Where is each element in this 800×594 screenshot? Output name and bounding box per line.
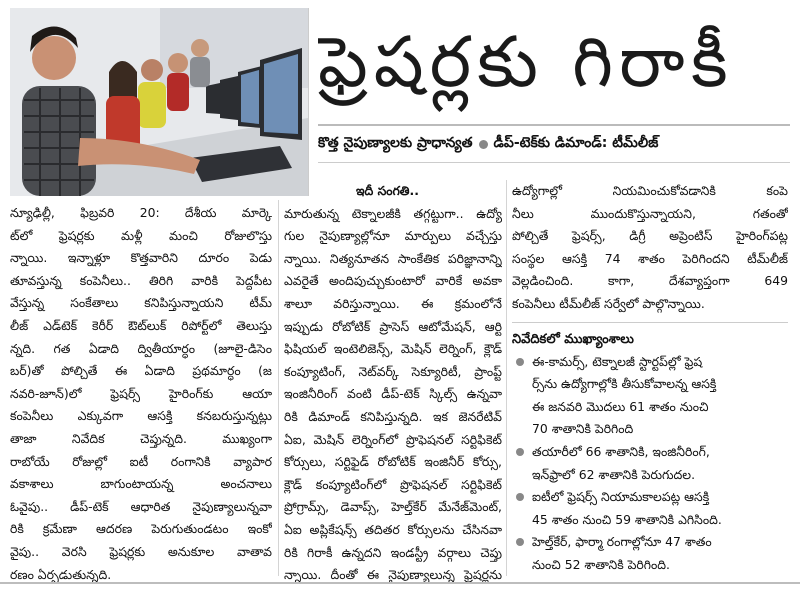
text-line: ఈ-కామర్స్‌, టెక్నాలజీ స్టార్టప్‌ల్లో ఫ్రెష (532, 353, 703, 369)
text-line: కంపెనీలు టీమ్‌లీజ్‌ సర్వేలో పాల్గొన్నాయి. (512, 295, 705, 311)
column-divider (506, 180, 507, 576)
headline: ఫ్రెషర్లకు గిరాకీ (318, 21, 734, 103)
text-line: ట్‌లో ఫ్రెషర్లకు మళ్లీ మంచి రోజులొస్తు (10, 227, 272, 243)
text-line: నీలు ముందుకొస్తున్నాయని, గతంతో (512, 205, 788, 221)
text-line: పోల్చితే ఫ్రెషర్స్‌, డిగ్రీ అప్రెంటిస్‌ హైరింగ్‌పట్ల (512, 228, 788, 244)
office-workers-at-computers-image (10, 8, 308, 196)
text-line: నుంచి 52 శాతానికి పెరిగింది. (532, 556, 670, 572)
bullet-icon (516, 358, 524, 366)
text-line: క్లౌడ్‌ కంప్యూటింగ్‌లో ప్రొఫెషనల్‌ సర్టిఫికెట్‌ (284, 476, 502, 492)
column-divider (278, 200, 279, 576)
text-line: 45 శాతం నుంచి 59 శాతానికి ఎగిసింది. (532, 511, 722, 527)
text-line: మారుతున్న టెక్నాలజీకి తగ్గట్టుగా.. ఉద్యో (284, 205, 502, 221)
text-line: తాజా నివేదిక చెప్తున్నది. ముఖ్యంగా (10, 430, 272, 446)
text-line: వకాశాలు బాగుంటాయన్న అంచనాలు (10, 476, 272, 492)
text-line: ఫిషియల్‌ ఇంటెలిజెన్స్‌, మెషిన్‌ లెర్నింగ్‌, క్లౌడ్‌ (284, 341, 502, 357)
box-rule (512, 322, 788, 323)
text-line: కంపెనీలు ఎక్కువగా ఆసక్తి కనబరుస్తున్నట్లు (10, 408, 272, 424)
text-line: ఇప్పుడు రోబోటిక్‌ ప్రాసెస్‌ ఆటోమేషన్‌, ఆర్టి (284, 318, 502, 334)
text-line: న్యూఢిల్లీ, ఫిబ్రవరి 20: దేశీయ మార్కె (10, 205, 272, 220)
office-workers-photo (10, 8, 309, 196)
text-line: ఏఐ, మెషిన్‌ లెర్నింగ్‌లో ప్రొఫెషనల్‌ సర్టిఫికెట్‌ (284, 431, 502, 447)
text-line: రికి డిమాండ్‌ కనిపిస్తున్నది. ఇక జెనరేటివ్‌ (284, 408, 502, 424)
bullet-icon (516, 448, 524, 456)
text-line: వెల్లడించింది. కాగా, దేశవ్యాప్తంగా 649 (512, 273, 788, 289)
text-line: ఓవైపు.. డీప్‌-టెక్‌ ఆధారిత నైపుణ్యాలున్నవా (10, 498, 272, 514)
highlights-title: నివేదికలో ముఖ్యాంశాలు (512, 331, 634, 347)
subhead-1: కొత్త నైపుణ్యాలకు ప్రాధాన్యత (318, 134, 473, 151)
text-line: నవరి-జూన్‌)లో ఫ్రెషర్స్‌ హైరింగ్‌కు ఆయా (10, 385, 272, 401)
highlight-item (512, 486, 788, 531)
text-line: ఐటీలో ఫ్రెషర్స్‌ నియామకాలపట్ల ఆసక్తి (532, 489, 710, 505)
text-line: ఎవరైతే అందిపుచ్చుకుంటారో వారికే అవకా (284, 273, 502, 289)
text-line: లీజ్‌ ఎడ్‌టెక్‌ కెరీర్‌ ఔట్‌లుక్‌ రిపోర్ట్‌లో తెలుస్తు (10, 317, 272, 333)
text-line: న్నాయి. దీంతో ఈ నైపుణ్యాలున్న ఫ్రెషర్లను (284, 567, 502, 583)
text-line: రికి క్రమేణా ఆదరణ పెరుగుతుండటం ఇంకో (10, 521, 272, 537)
text-line: రాబోయే రోజుల్లో ఐటీ రంగానికి వ్యాపార (10, 453, 272, 469)
text-line: వేస్తున్న సంకేతాలు కనిపిస్తున్నాయని టీమ్‌ (10, 295, 272, 311)
text-line: న్నాయి. నిత్యనూతన సాంకేతిక పరిజ్ఞానాన్ని (284, 250, 502, 266)
article-column-1 (10, 202, 272, 586)
text-line: ప్రోగ్రామ్స్‌, డెవాప్స్‌, హెల్త్‌కేర్‌ మేనేజ్‌మెంట్‌, (284, 499, 502, 515)
text-line: ఉద్యోగాల్లో నియమించుకోవడానికి కంపె (512, 183, 788, 198)
section-intro: ఇదీ సంగతి.. (356, 183, 419, 198)
text-line: రికి గిరాకీ ఉన్నదని ఇండస్ట్రీ వర్గాలు చెప్తు (284, 544, 502, 560)
bullet-icon (516, 493, 524, 501)
text-line: 70 శాతానికి పెరిగింది (532, 421, 634, 437)
text-line: న్నది. గత ఏడాది ద్వితీయార్ధం (జూలై-డిసెం (10, 340, 272, 356)
article-column-2 (284, 180, 502, 587)
text-line: బర్‌)తో పోల్చితే ఈ ఏడాది ప్రథమార్ధం (జ (10, 363, 272, 379)
text-line: ఏఐ అప్లికేషన్స్‌ తదితర కోర్సులను చేసినవా (284, 521, 502, 537)
text-line: గుల నైపుణ్యాల్లోనూ మార్పులు వచ్చేస్తు (284, 228, 502, 244)
subhead-rule (318, 162, 790, 163)
text-line: హెల్త్‌కేర్‌, ఫార్మా రంగాల్లోనూ 47 శాతం (532, 534, 712, 550)
text-line: శాలూ వరిస్తున్నాయి. ఈ క్రమంలోనే (284, 295, 502, 311)
text-line: వైపు.. వెరసి ఫ్రెషర్లకు అనుకూల వాతావ (10, 543, 272, 559)
text-line: తూవస్తున్న కంపెనీలు.. తిరిగి వారికి పెద్దపీట (10, 272, 272, 288)
highlight-item (512, 441, 788, 486)
text-line: తయారీలో 66 శాతానికి, ఇంజినీరింగ్‌, (532, 443, 710, 459)
text-line: కోర్సులు, సర్టిఫైడ్‌ రోబోటిక్‌ ఇంజినీర్‌ కోర్సు, (284, 454, 502, 470)
text-line: రణం ఏర్పడుతున్నది. (10, 566, 112, 582)
subhead-separator-dot-icon (479, 140, 488, 149)
text-line: న్నాయి. ఇన్నాళ్లూ కొత్తవారిని దూరం పెడు (10, 250, 272, 266)
bullet-icon (516, 538, 524, 546)
subhead-2: డీప్‌-టెక్‌కు డిమాండ్‌: టీమ్‌లీజ్‌ (493, 134, 659, 151)
headline-rule (318, 124, 790, 126)
article-column-3 (512, 180, 788, 577)
text-line: ఇన్‌ఫ్రాలో 62 శాతానికి పెరుగుదల. (532, 466, 696, 482)
bottom-rule (0, 582, 800, 584)
text-line: కంప్యూటింగ్‌, నెట్‌వర్క్‌ సెక్యూరిటీ, ప్రాంప్ట్‌ (284, 363, 502, 379)
highlight-item (512, 531, 788, 576)
subheads (318, 132, 790, 156)
text-line: సంస్థల ఆసక్తి 74 శాతం పెరిగిందని టీమ్‌లీజ్‌ (512, 250, 788, 266)
text-line: ర్స్‌ను ఉద్యోగాల్లోకి తీసుకోవాలన్న ఆసక్తి (532, 376, 717, 392)
text-line: ఈ జనవరి మొదలు 61 శాతం నుంచి (532, 398, 709, 414)
highlight-item (512, 351, 788, 441)
text-line: ఇంజినీరింగ్‌ వంటి డీప్‌-టెక్‌ స్కిల్స్‌ ఉన్నవా (284, 386, 502, 402)
